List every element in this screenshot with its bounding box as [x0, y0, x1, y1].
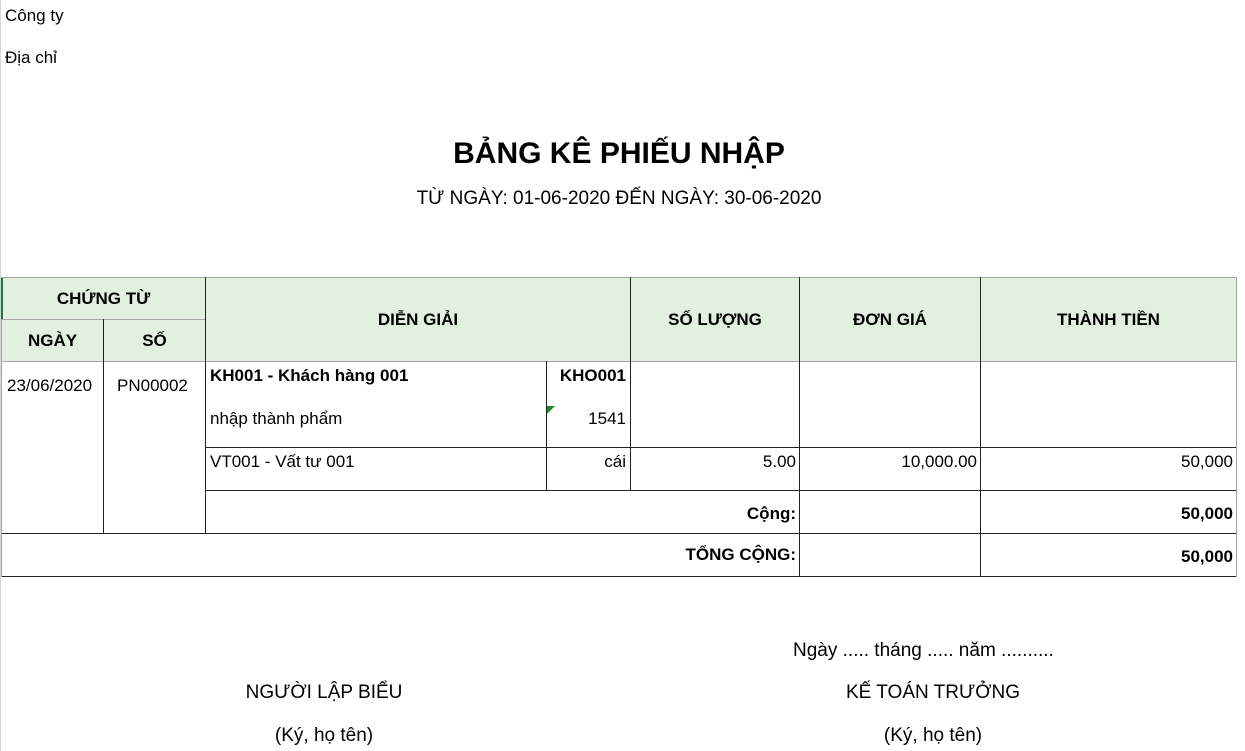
grand-total-label: TỔNG CỘNG:	[685, 545, 796, 564]
item-unit-price: 10,000.00	[901, 452, 977, 471]
signature-date-line: Ngày ..... tháng ..... năm ..........	[793, 640, 1054, 661]
date-range: TỪ NGÀY: 01-06-2020 ĐẾN NGÀY: 30-06-2020	[416, 188, 822, 209]
column-header-voucher: CHỨNG TỪ	[56, 288, 151, 308]
voucher-date: 23/06/2020	[7, 376, 93, 395]
grid-line	[205, 490, 1237, 491]
grid-line	[205, 447, 1237, 448]
column-header-date: NGÀY	[27, 330, 78, 350]
column-header-unit-price: ĐƠN GIÁ	[852, 309, 927, 329]
subtotal-amount: 50,000	[1181, 504, 1233, 523]
voucher-note: nhập thành phẩm	[210, 409, 343, 428]
grid-line	[1, 361, 1237, 362]
voucher-warehouse: KHO001	[559, 366, 626, 385]
item-quantity: 5.00	[762, 452, 796, 471]
item-unit: cái	[604, 452, 626, 471]
column-header-description: DIỄN GIẢI	[377, 309, 459, 329]
report-title: BẢNG KÊ PHIẾU NHẬP	[453, 137, 785, 170]
grid-line	[1, 576, 1237, 577]
column-header-number: SỐ	[142, 330, 167, 350]
grand-total-amount: 50,000	[1181, 547, 1233, 566]
address-label: Địa chỉ	[5, 48, 57, 67]
voucher-number: PN00002	[117, 376, 188, 395]
item-description: VT001 - Vất tư 001	[210, 452, 355, 471]
voucher-customer: KH001 - Khách hàng 001	[210, 366, 409, 385]
item-amount: 50,000	[1181, 452, 1233, 471]
company-label: Công ty	[5, 6, 64, 25]
column-header-amount: THÀNH TIỀN	[1057, 309, 1160, 329]
subtotal-label: Cộng:	[746, 504, 796, 523]
grid-line	[546, 361, 547, 491]
preparer-title: NGƯỜI LẬP BIỂU	[245, 682, 403, 703]
grid-line	[1236, 277, 1237, 577]
accountant-title: KẾ TOÁN TRƯỞNG	[846, 682, 1020, 703]
accountant-signature-note: (Ký, họ tên)	[883, 725, 983, 746]
cell-comment-marker	[547, 406, 555, 414]
preparer-signature-note: (Ký, họ tên)	[274, 725, 374, 746]
column-header-quantity: SỐ LƯỢNG	[668, 309, 762, 329]
voucher-account: 1541	[588, 409, 626, 428]
grid-line	[1, 533, 1237, 534]
